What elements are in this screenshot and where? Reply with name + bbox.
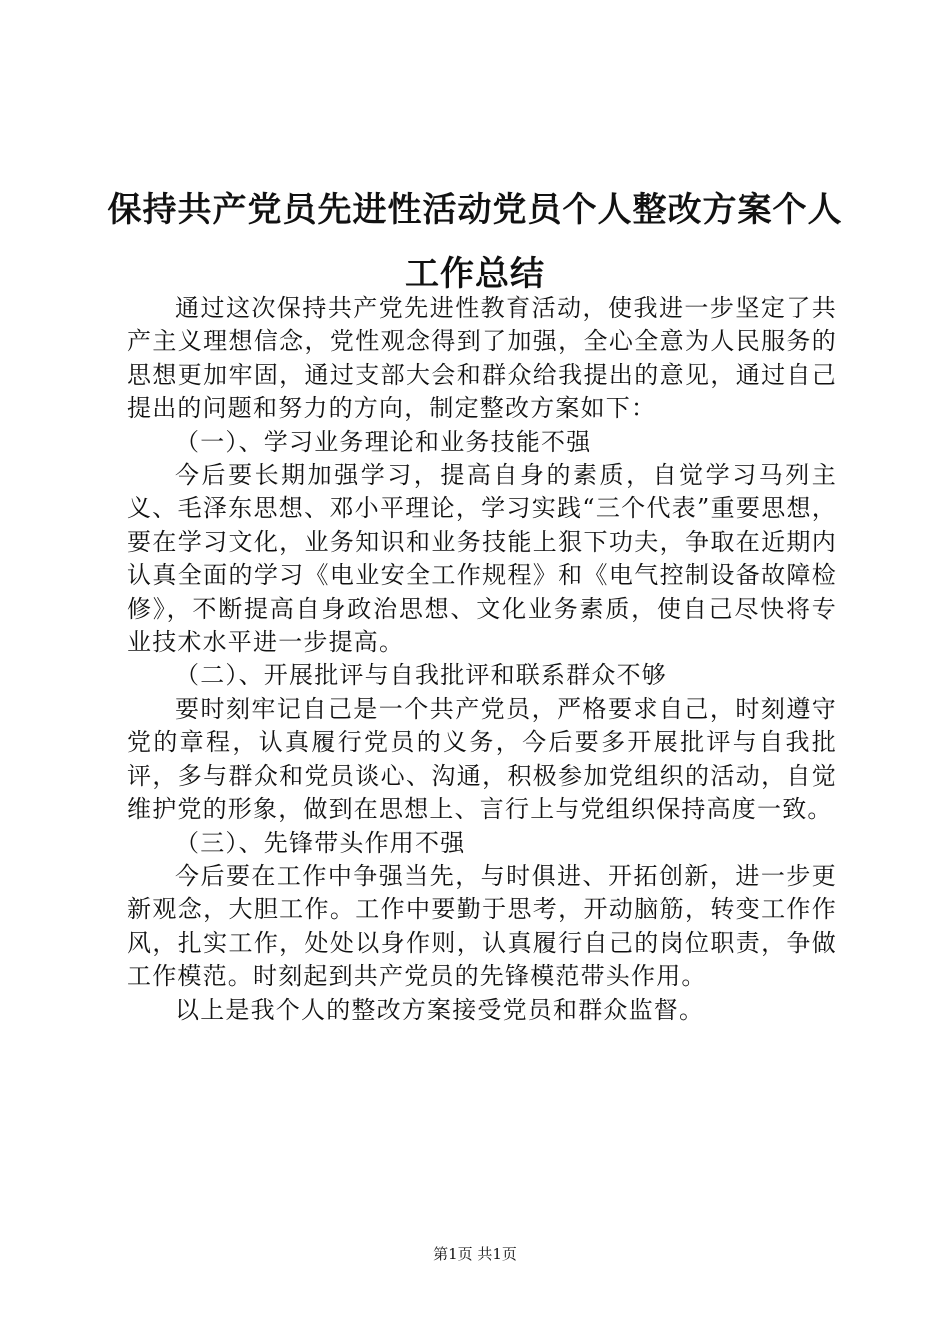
section-heading-1: （一）、学习业务理论和业务技能不强 <box>175 427 592 456</box>
section-heading-3: （三）、先锋带头作用不强 <box>175 828 466 857</box>
section-paragraph-3: 今后要在工作中争强当先，与时俱进、开拓创新，进一步更新观念，大胆工作。工作中要勤于思考，开动脑筋，转变工作作风，扎实工作，处处以身作则，认真履行自己的岗位职责，争做工作模范。时刻起到共产党员的先锋模范带头作用。 <box>127 861 837 991</box>
document-body <box>127 292 837 1027</box>
intro-paragraph: 通过这次保持共产党先进性教育活动，使我进一步坚定了共产主义理想信念，党性观念得到了加强，全心全意为人民服务的思想更加牢固，通过支部大会和群众给我提出的意见，通过自己提出的问题和努力的方向，制定整改方案如下： <box>127 294 837 423</box>
document-title: 保持共产党员先进性活动党员个人整改方案个人工作总结 <box>107 190 843 294</box>
page-number-footer: 第1页 共1页 <box>433 1245 517 1263</box>
section-heading-2: （二）、开展批评与自我批评和联系群众不够 <box>175 661 667 690</box>
closing-paragraph: 以上是我个人的整改方案接受党员和群众监督。 <box>175 995 705 1024</box>
section-paragraph-2: 要时刻牢记自己是一个共产党员，严格要求自己，时刻遵守党的章程，认真履行党员的义务，今后要多开展批评与自我批评，多与群众和党员谈心、沟通，积极参加党组织的活动，自觉维护党的形象，做到在思想上、言行上与党组织保持高度一致。 <box>127 694 837 824</box>
section-paragraph-1: 今后要长期加强学习，提高自身的素质，自觉学习马列主义、毛泽东思想、邓小平理论，学习实践“三个代表”重要思想，要在学习文化，业务知识和业务技能上狠下功夫，争取在近期内认真全面的学习《电业安全工作规程》和《电气控制设备故障检修》，不断提高自身政治思想、文化业务素质，使自己尽快将专业技术水平进一步提高。 <box>127 461 837 657</box>
